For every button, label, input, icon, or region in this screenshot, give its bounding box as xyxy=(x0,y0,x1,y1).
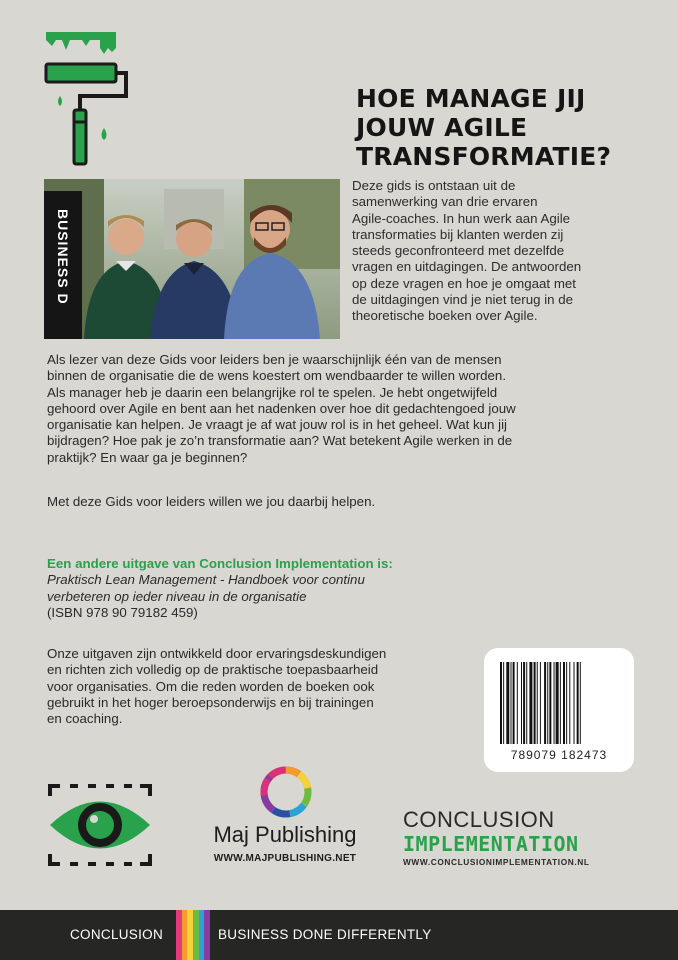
barcode-digits: 789079 182473 xyxy=(510,748,608,762)
conclusion-implementation-logo xyxy=(403,808,653,867)
text-line: bijdragen? Hoe pak je zo’n transformatie aan? Wat betekent Agile werken in de xyxy=(47,433,513,449)
barcode-icon xyxy=(500,662,618,744)
text-line: Agile-coaches. In hun werk aan Agile xyxy=(352,210,571,226)
footer-tagline: BUSINESS DONE DIFFERENTLY xyxy=(218,927,432,942)
color-stripes-icon xyxy=(176,910,210,960)
logo-implementation-text: IMPLEMENTATION xyxy=(403,832,579,856)
text-line: gebruikt in het hoger beroepsonderwijs en bij trainingen xyxy=(47,694,374,710)
publisher-name: Maj Publishing xyxy=(213,822,357,847)
barcode-panel xyxy=(484,648,634,772)
text-line: theoretische boeken over Agile. xyxy=(352,308,538,324)
authors-photo xyxy=(44,179,340,339)
text-line: organisatie kan helpen. Je vraagt je af wat jouw rol is in het geheel. Wat kun jij xyxy=(47,417,507,433)
text-line: vragen en uitdagingen. De antwoorden xyxy=(352,259,582,275)
footer-brand: CONCLUSION xyxy=(70,927,164,942)
text-line: transformaties bij klanten werden zij xyxy=(352,226,564,242)
book-subtitle: - Handboek voor continu xyxy=(216,572,365,588)
text-line: op deze vragen en hoe je omgaat met xyxy=(352,275,576,291)
text-line: steeds geconfronteerd met dezelfde xyxy=(352,243,565,259)
logo-conclusion-text: CONCLUSION xyxy=(403,807,555,832)
publisher-paragraph xyxy=(47,646,467,727)
other-edition-heading: Een andere uitgave van Conclusion Implementation is: xyxy=(47,556,393,571)
text-line: Deze gids is ontstaan uit de xyxy=(352,178,516,193)
title-line: TRANSFORMATIE? xyxy=(356,142,612,171)
text-line: en coaching. xyxy=(47,711,123,727)
other-edition-block xyxy=(47,556,487,621)
text-line: samenwerking van drie ervaren xyxy=(352,194,538,210)
footer-bar xyxy=(0,910,678,960)
publisher-url[interactable]: WWW.MAJPUBLISHING.NET xyxy=(213,853,357,864)
body-paragraph-closing: Met deze Gids voor leiders willen we jou daarbij helpen. xyxy=(47,494,376,509)
text-line: voor organisaties. Om die reden worden de boeken ook xyxy=(47,678,375,694)
intro-paragraph xyxy=(352,178,668,325)
text-line: en richten zich volledig op de praktische toepasbaarheid xyxy=(47,662,379,678)
authors-photo-illustration xyxy=(44,179,340,339)
maj-publishing-logo-icon xyxy=(256,762,316,822)
text-line: praktijk? En waar ga je beginnen? xyxy=(47,449,248,465)
book-title: Praktisch Lean Management xyxy=(47,572,217,588)
text-line: Als manager heb je daarin een belangrijke rol te spelen. Je hebt ongetwijfeld xyxy=(47,384,498,400)
text-line: Als lezer van deze Gids voor leiders ben je waarschijnlijk één van de mensen xyxy=(47,352,502,367)
book-subtitle-line2: verbeteren op ieder niveau in de organisatie xyxy=(47,588,307,604)
title-line: HOE MANAGE JIJ xyxy=(356,84,586,113)
book-isbn: (ISBN 978 90 79182 459) xyxy=(47,604,198,620)
body-paragraph xyxy=(47,352,667,466)
sign-text: BUSINESS D xyxy=(55,209,71,305)
text-line: binnen de organisatie die de wens koestert om wendbaarder te willen worden. xyxy=(47,368,507,384)
conclusion-url[interactable]: WWW.CONCLUSIONIMPLEMENTATION.NL xyxy=(403,857,590,867)
eye-logo-icon xyxy=(44,780,156,870)
other-edition-title-line xyxy=(47,572,487,588)
paint-roller-icon xyxy=(40,30,130,170)
text-line: gehoord over Agile en bent aan het nadenken over hoe dit gedachtengoed jouw xyxy=(47,400,516,416)
text-line: Onze uitgaven zijn ontwikkeld door ervaringsdeskundigen xyxy=(47,646,387,661)
text-line: de uitdagingen vind je niet terug in de xyxy=(352,292,574,308)
title-line: JOUW AGILE xyxy=(356,113,528,142)
page-title xyxy=(356,84,666,171)
